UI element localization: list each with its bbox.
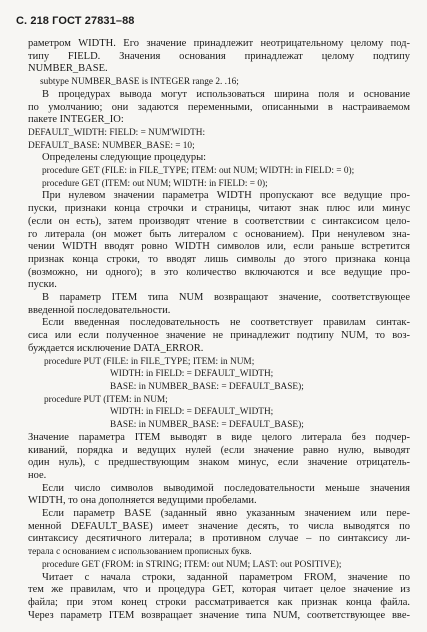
- text-line: киваний, порядка и ведущих нулей (если значение равно нулю, выводят: [28, 444, 410, 456]
- text-line: терала с основанием с использованием прописных букв.: [28, 547, 252, 558]
- text-line: WIDTH, то она дополняется ведущими пробелами.: [28, 495, 257, 507]
- text-line: (если он есть), затем производят чтение в соответствии с синтаксисом цело-: [28, 215, 410, 227]
- text-line: BASE: in NUMBER_BASE: = DEFAULT_BASE);: [110, 420, 304, 431]
- text-line: Читает с начала строки, заданной параметром FROM, значение по: [42, 571, 410, 583]
- text-line: пакете INTEGER_IO:: [28, 114, 124, 126]
- text-line: раметром WIDTH. Его значение принадлежит неотрицательному целому под-: [28, 38, 410, 49]
- page-header: С. 218 ГОСТ 27831–88: [16, 15, 135, 27]
- text-line: WIDTH: in FIELD: = DEFAULT_WIDTH;: [110, 407, 274, 418]
- text-line: В параметр ITEM типа NUM возвращают значение, соответствующее: [42, 292, 410, 304]
- text-line: В процедурах вывода могут использоваться ширина поля и основание: [42, 88, 410, 100]
- text-line: сиса или если полученное значение не принадлежит подтипу NUM, то воз-: [28, 330, 410, 342]
- text-line: файла; при этом конец строки рассматривается как признак конца файла.: [28, 596, 410, 608]
- text-line: признак конца строки, то вводят лишь символы до этого признака конца: [28, 253, 410, 265]
- text-line: тем же правилам, что и процедура GET, которая читает целое значение из: [28, 584, 410, 596]
- text-line: Определены следующие процедуры:: [42, 152, 207, 164]
- text-line: чении WIDTH вводят ровно WIDTH символов или, если раньше встретится: [28, 241, 410, 253]
- text-line: procedure GET (FROM: in STRING; ITEM: out NUM; LAST: out POSITIVE);: [42, 559, 342, 570]
- text-line: DEFAULT_BASE: NUMBER_BASE: = 10;: [28, 140, 195, 151]
- text-line: Если параметр BASE (заданный явно указанным значением или пере-: [42, 508, 410, 520]
- text-line: NUMBER_BASE.: [28, 63, 108, 75]
- text-line: ное.: [28, 469, 47, 481]
- text-line: введенной последовательности.: [28, 304, 171, 316]
- text-line: один нуль), с предшествующим знаком минус, если значение отрицатель-: [28, 457, 410, 469]
- text-line: procedure PUT (FILE: in FILE_TYPE; ITEM: in NUM;: [44, 356, 255, 367]
- text-line: пуски.: [28, 279, 57, 291]
- text-line: Если введенная последовательность не соответствует правилам синтак-: [42, 317, 410, 329]
- text-line: При нулевом значении параметра WIDTH пропускают все ведущие про-: [42, 190, 410, 202]
- text-line: BASE: in NUMBER_BASE: = DEFAULT_BASE);: [110, 381, 304, 392]
- text-line: DEFAULT_WIDTH: FIELD: = NUM'WIDTH:: [28, 127, 206, 138]
- text-line: типу FIELD. Значения основания принадлежат целому подтипу: [28, 50, 410, 62]
- text-line: пуски, признаки конца строчки и страницы, читают знак плюс или минус: [28, 203, 410, 215]
- text-line: (возможно, ни одного); в это количество включаются и все ведущие про-: [28, 266, 410, 278]
- text-line: по умолчанию; они задаются переменными, описанными в настраиваемом: [28, 101, 410, 113]
- text-line: Через параметр ITEM возвращает значение типа NUM, соответствующее вве-: [28, 609, 410, 621]
- text-line: procedure PUT (ITEM: in NUM;: [44, 394, 168, 405]
- page-body: [28, 38, 410, 622]
- text-line: Если число символов выводимой последовательности меньше значения: [42, 482, 410, 494]
- text-line: WIDTH: in FIELD: = DEFAULT_WIDTH;: [110, 369, 274, 380]
- text-line: го литерала (он может быть литералом с основанием). При ненулевом зна-: [28, 228, 410, 240]
- text-line: буждается исключение DATA_ERROR.: [28, 342, 204, 354]
- text-line: procedure GET (ITEM: out NUM; WIDTH: in FIELD: = 0);: [42, 178, 268, 189]
- text-line: менной DEFAULT_BASE) имеет значение десять, то числа выводятся по: [28, 520, 410, 532]
- text-line: Значение параметра ITEM выводят в виде целого литерала без подчер-: [28, 431, 410, 443]
- text-line: subtype NUMBER_BASE is INTEGER range 2. .16;: [40, 77, 239, 88]
- text-line: синтаксису десятичного литерала; в противном случае – по синтаксису ли-: [28, 533, 410, 545]
- text-line: procedure GET (FILE: in FILE_TYPE; ITEM: out NUM; WIDTH: in FIELD: = 0);: [42, 166, 355, 177]
